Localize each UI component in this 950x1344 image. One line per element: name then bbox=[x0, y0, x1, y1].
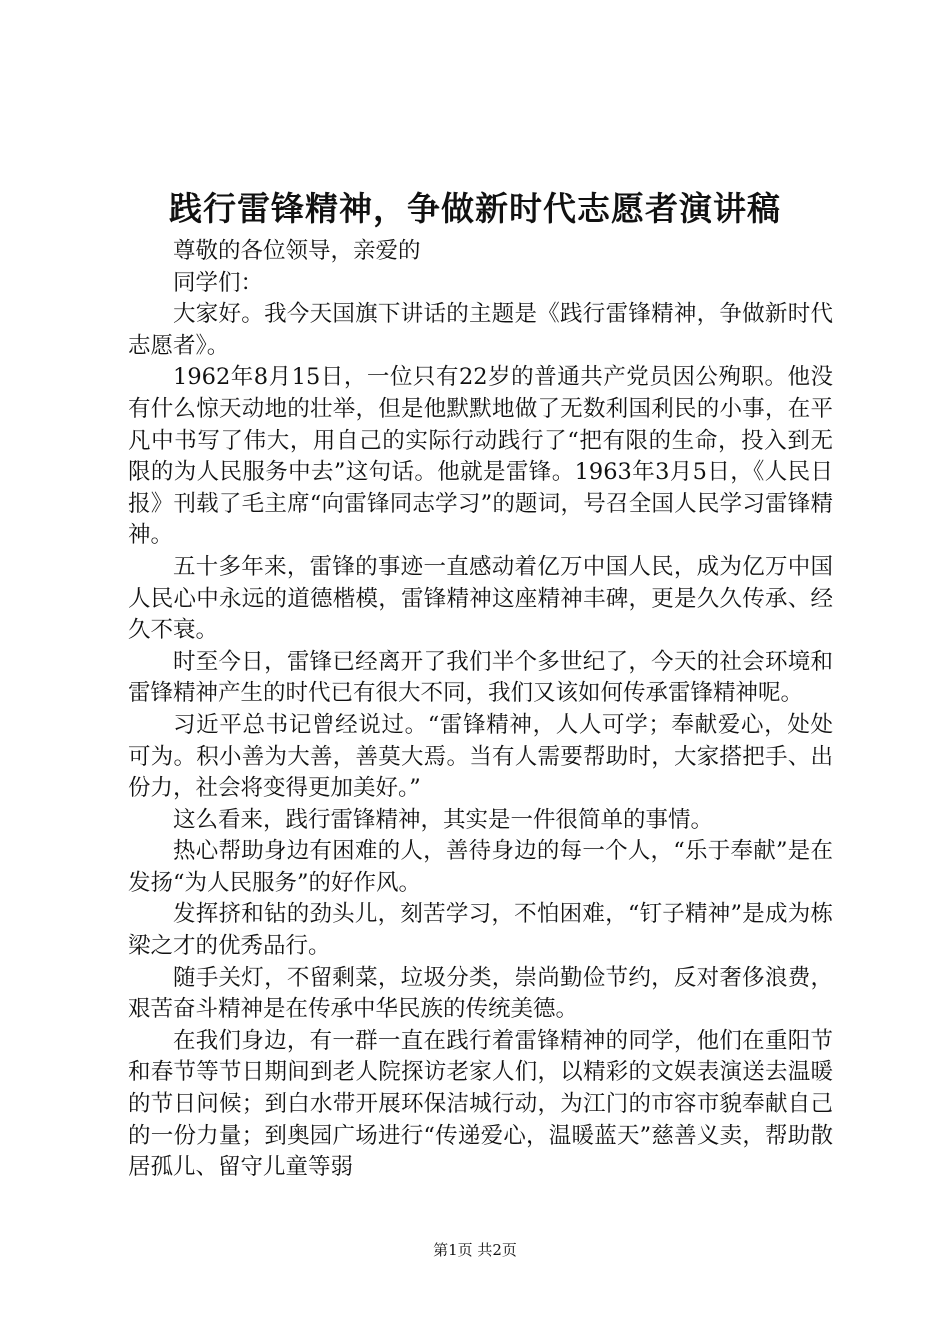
paragraph: 在我们身边，有一群一直在践行着雷锋精神的同学，他们在重阳节和春节等节日期间到老人院探访老家人们，以精彩的文娱表演送去温暖的节日问候；到白水带开展环保洁城行动，为江门的市容市貌奉献自己的一份力量；到奥园广场进行“传递爱心，温暖蓝天”慈善义卖，帮助散居孤儿、留守儿童等弱 bbox=[128, 1027, 833, 1181]
paragraph: 1962年8月15日，一位只有22岁的普通共产党员因公殉职。他没有什么惊天动地的壮举，但是他默默地做了无数利国利民的小事，在平凡中书写了伟大，用自己的实际行动践行了“把有限的生命，投入到无限的为人民服务中去”这句话。他就是雷锋。1963年3月5日，《人民日报》刊载了毛主席“向雷锋同志学习”的题词，号召全国人民学习雷锋精神。 bbox=[128, 364, 833, 549]
page-number-footer: 第1页 共2页 bbox=[433, 1241, 517, 1259]
paragraph: 五十多年来，雷锋的事迹一直感动着亿万中国人民，成为亿万中国人民心中永远的道德楷模，雷锋精神这座精神丰碑，更是久久传承、经久不衰。 bbox=[128, 553, 833, 644]
paragraph: 时至今日，雷锋已经离开了我们半个多世纪了，今天的社会环境和雷锋精神产生的时代已有很大不同，我们又该如何传承雷锋精神呢。 bbox=[128, 648, 833, 707]
paragraph: 随手关灯，不留剩菜，垃圾分类，崇尚勤俭节约，反对奢侈浪费，艰苦奋斗精神是在传承中华民族的传统美德。 bbox=[128, 964, 833, 1023]
paragraph: 发挥挤和钻的劲头儿，刻苦学习，不怕困难，“钉子精神”是成为栋梁之才的优秀品行。 bbox=[128, 901, 833, 960]
paragraph: 习近平总书记曾经说过。“雷锋精神，人人可学；奉献爱心，处处可为。积小善为大善，善莫大焉。当有人需要帮助时，大家搭把手、出份力，社会将变得更加美好。” bbox=[128, 711, 833, 802]
paragraph: 热心帮助身边有困难的人，善待身边的每一个人，“乐于奉献”是在发扬“为人民服务”的好作风。 bbox=[128, 838, 833, 896]
document-body bbox=[128, 236, 833, 1184]
document-title: 践行雷锋精神，争做新时代志愿者演讲稿 bbox=[169, 189, 781, 228]
paragraph-salutation-2: 同学们： bbox=[173, 269, 264, 296]
paragraph: 这么看来，践行雷锋精神，其实是一件很简单的事情。 bbox=[173, 806, 714, 833]
paragraph-salutation-1: 尊敬的各位领导，亲爱的 bbox=[173, 238, 421, 264]
paragraph: 大家好。我今天国旗下讲话的主题是《践行雷锋精神，争做新时代志愿者》。 bbox=[128, 301, 833, 359]
